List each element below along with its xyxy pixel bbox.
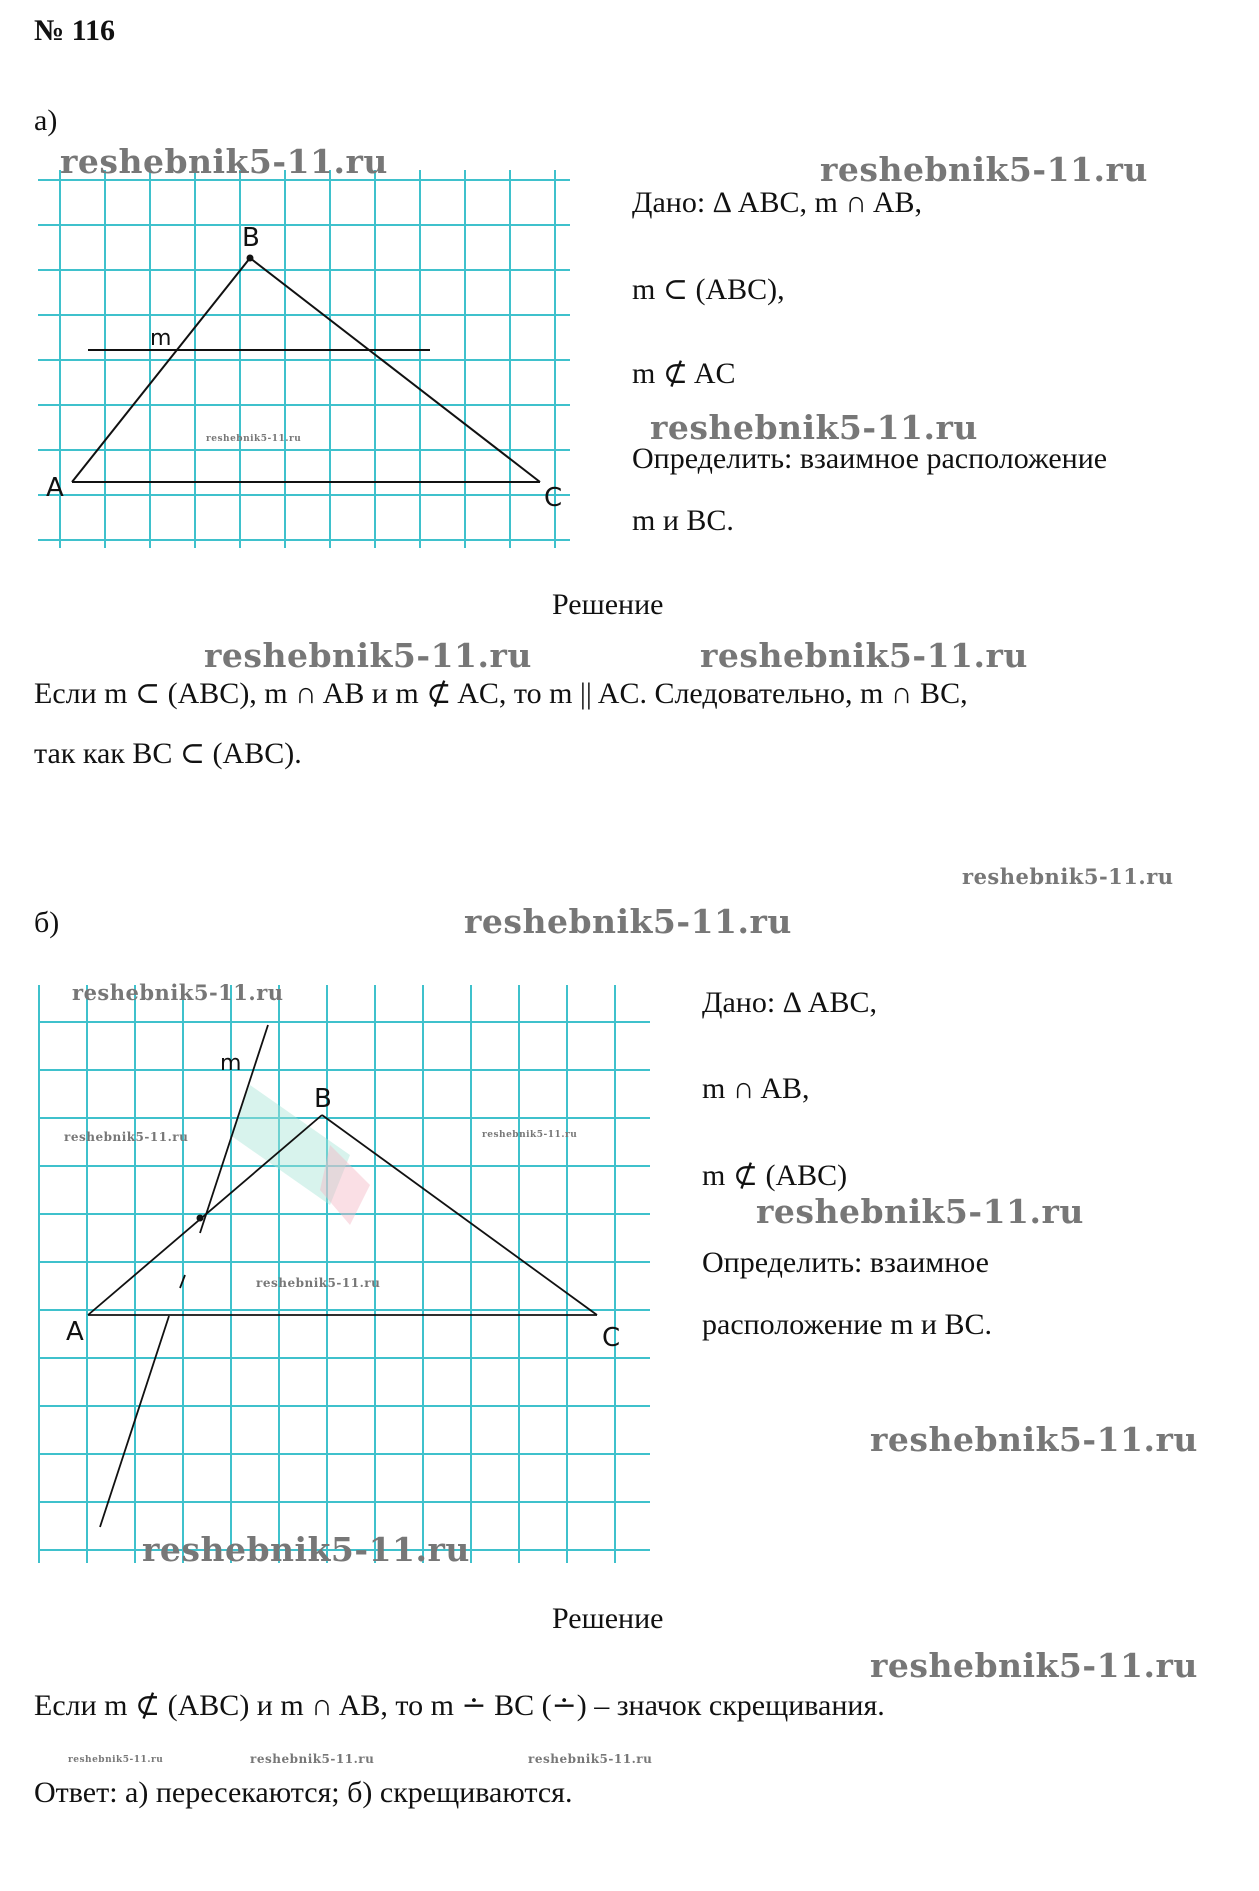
part-a-label: а): [34, 104, 58, 137]
label-m: m: [150, 326, 172, 351]
part-b-given-5: расположение m и BC.: [702, 1308, 992, 1341]
watermark: reshebnik5-11.ru: [464, 902, 792, 941]
part-a-given-5: m и BC.: [632, 504, 734, 537]
watermark: reshebnik5-11.ru: [482, 1130, 578, 1140]
watermark: reshebnik5-11.ru: [256, 1276, 381, 1290]
watermark: reshebnik5-11.ru: [870, 1646, 1198, 1685]
watermark: reshebnik5-11.ru: [528, 1752, 653, 1766]
watermark: reshebnik5-11.ru: [870, 1420, 1198, 1459]
watermark: reshebnik5-11.ru: [650, 408, 978, 447]
part-b-given-2: m ∩ AB,: [702, 1072, 810, 1105]
part-a-given-3: m ⊄ AC: [632, 357, 736, 390]
part-a-solution-line-2: так как BC ⊂ (ABC).: [34, 737, 302, 770]
part-b-given-1: Дано: Δ ABC,: [702, 986, 877, 1019]
watermark: reshebnik5-11.ru: [64, 1130, 189, 1144]
watermark: reshebnik5-11.ru: [60, 142, 388, 181]
label-c: C: [602, 1323, 621, 1353]
label-c: C: [544, 483, 563, 513]
part-a-given-1: Дано: Δ ABC, m ∩ AB,: [632, 186, 923, 219]
watermark: reshebnik5-11.ru: [68, 1755, 164, 1765]
part-b-given-4: Определить: взаимное: [702, 1246, 989, 1279]
part-b-label: б): [34, 906, 60, 939]
watermark: reshebnik5-11.ru: [962, 864, 1174, 889]
problem-number: № 116: [34, 14, 115, 47]
watermark: reshebnik5-11.ru: [204, 636, 532, 675]
part-a-given-2: m ⊂ (ABC),: [632, 273, 785, 306]
watermark: reshebnik5-11.ru: [756, 1192, 1084, 1231]
part-b-given-3: m ⊄ (ABC): [702, 1159, 848, 1192]
point-b: [247, 255, 254, 262]
watermark: reshebnik5-11.ru: [206, 434, 302, 444]
answer: Ответ: а) пересекаются; б) скрещиваются.: [34, 1776, 573, 1809]
label-b: B: [314, 1084, 332, 1114]
segment-bc: [250, 258, 540, 482]
watermark: reshebnik5-11.ru: [142, 1530, 470, 1569]
part-b-solution-line: Если m ⊄ (ABC) и m ∩ AB, то m ∸ BC (∸) – значок скрещивания.: [34, 1689, 885, 1722]
watermark: reshebnik5-11.ru: [700, 636, 1028, 675]
part-a-solution-heading: Решение: [552, 588, 664, 621]
segment-ab: [72, 258, 250, 482]
label-a: A: [66, 1317, 84, 1347]
watermark: reshebnik5-11.ru: [72, 980, 284, 1005]
part-a-figure: [30, 170, 580, 550]
intersection-point: [197, 1215, 204, 1222]
part-b-solution-heading: Решение: [552, 1602, 664, 1635]
label-m: m: [220, 1051, 242, 1076]
label-a: A: [46, 473, 64, 503]
part-a-given-4: Определить: взаимное расположение: [632, 442, 1108, 475]
watermark: reshebnik5-11.ru: [250, 1752, 375, 1766]
part-a-solution-line-1: Если m ⊂ (ABC), m ∩ AB и m ⊄ AC, то m || AC. Следовательно, m ∩ BC,: [34, 677, 968, 710]
label-b: B: [242, 223, 260, 253]
part-b-figure: [30, 985, 660, 1565]
watermark: reshebnik5-11.ru: [820, 150, 1148, 189]
